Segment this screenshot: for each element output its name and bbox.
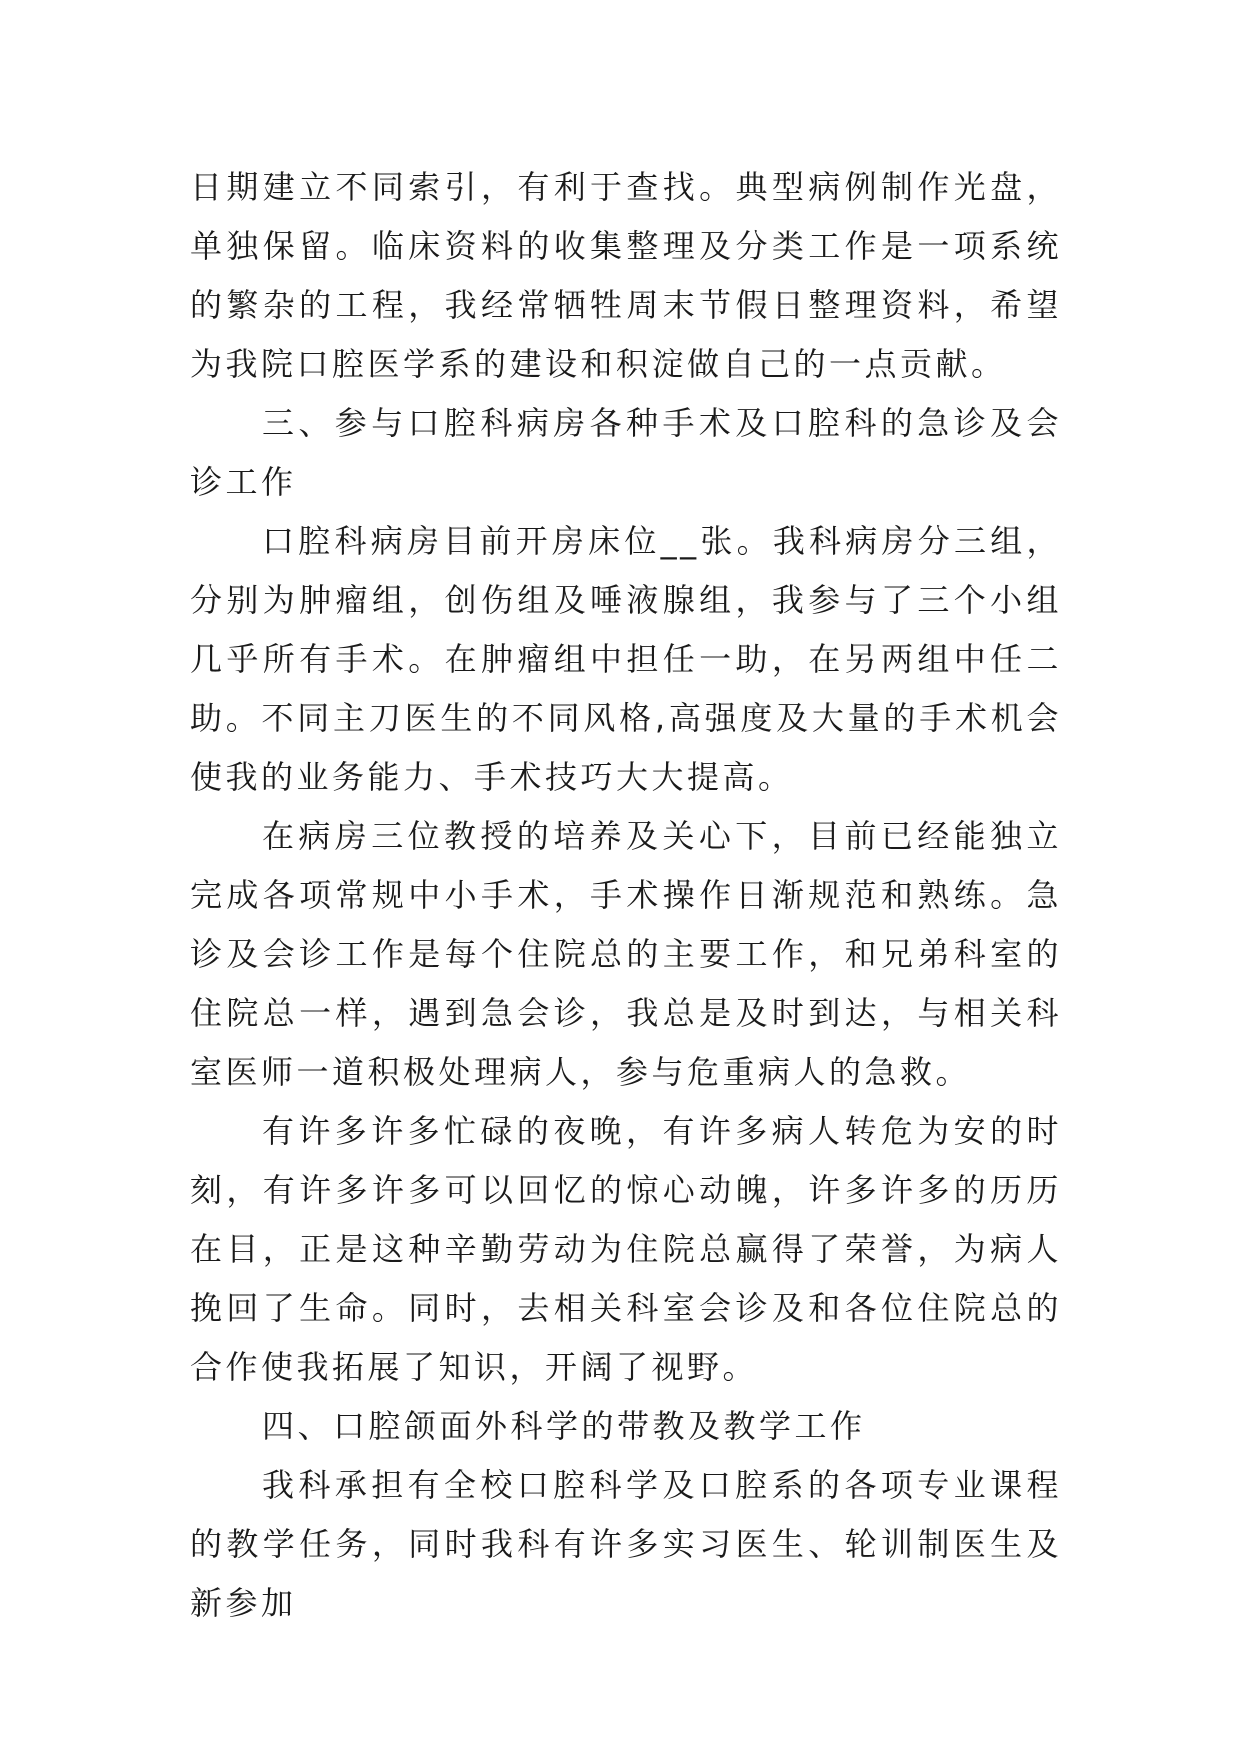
paragraph-2: 口腔科病房目前开房床位__张。我科病房分三组，分别为肿瘤组，创伤组及唾液腺组，我参与了三个小组几乎所有手术。在肿瘤组中担任一助，在另两组中任二助。不同主刀医生的不同风格,高强度及大量的手术机会使我的业务能力、手术技巧大大提高。 — [190, 522, 1062, 796]
paragraph-5: 我科承担有全校口腔科学及口腔系的各项专业课程的教学任务，同时我科有许多实习医生、轮训制医生及新参加 — [190, 1466, 1062, 1622]
section-heading-4: 四、口腔颌面外科学的带教及教学工作 — [262, 1407, 866, 1445]
document-body — [190, 158, 1062, 1633]
paragraph-1: 日期建立不同索引，有利于查找。典型病例制作光盘，单独保留。临床资料的收集整理及分类工作是一项系统的繁杂的工程，我经常牺牲周末节假日整理资料，希望为我院口腔医学系的建设和积淀做自己的一点贡献。 — [190, 168, 1062, 383]
section-heading-3: 三、参与口腔科病房各种手术及口腔科的急诊及会诊工作 — [190, 404, 1062, 501]
paragraph-4: 有许多许多忙碌的夜晚，有许多病人转危为安的时刻，有许多许多可以回忆的惊心动魄，许多许多的历历在目，正是这种辛勤劳动为住院总赢得了荣誉，为病人挽回了生命。同时，去相关科室会诊及和各位住院总的合作使我拓展了知识，开阔了视野。 — [190, 1112, 1062, 1386]
paragraph-3: 在病房三位教授的培养及关心下，目前已经能独立完成各项常规中小手术，手术操作日渐规范和熟练。急诊及会诊工作是每个住院总的主要工作，和兄弟科室的住院总一样，遇到急会诊，我总是及时到达，与相关科室医师一道积极处理病人，参与危重病人的急救。 — [190, 817, 1062, 1091]
